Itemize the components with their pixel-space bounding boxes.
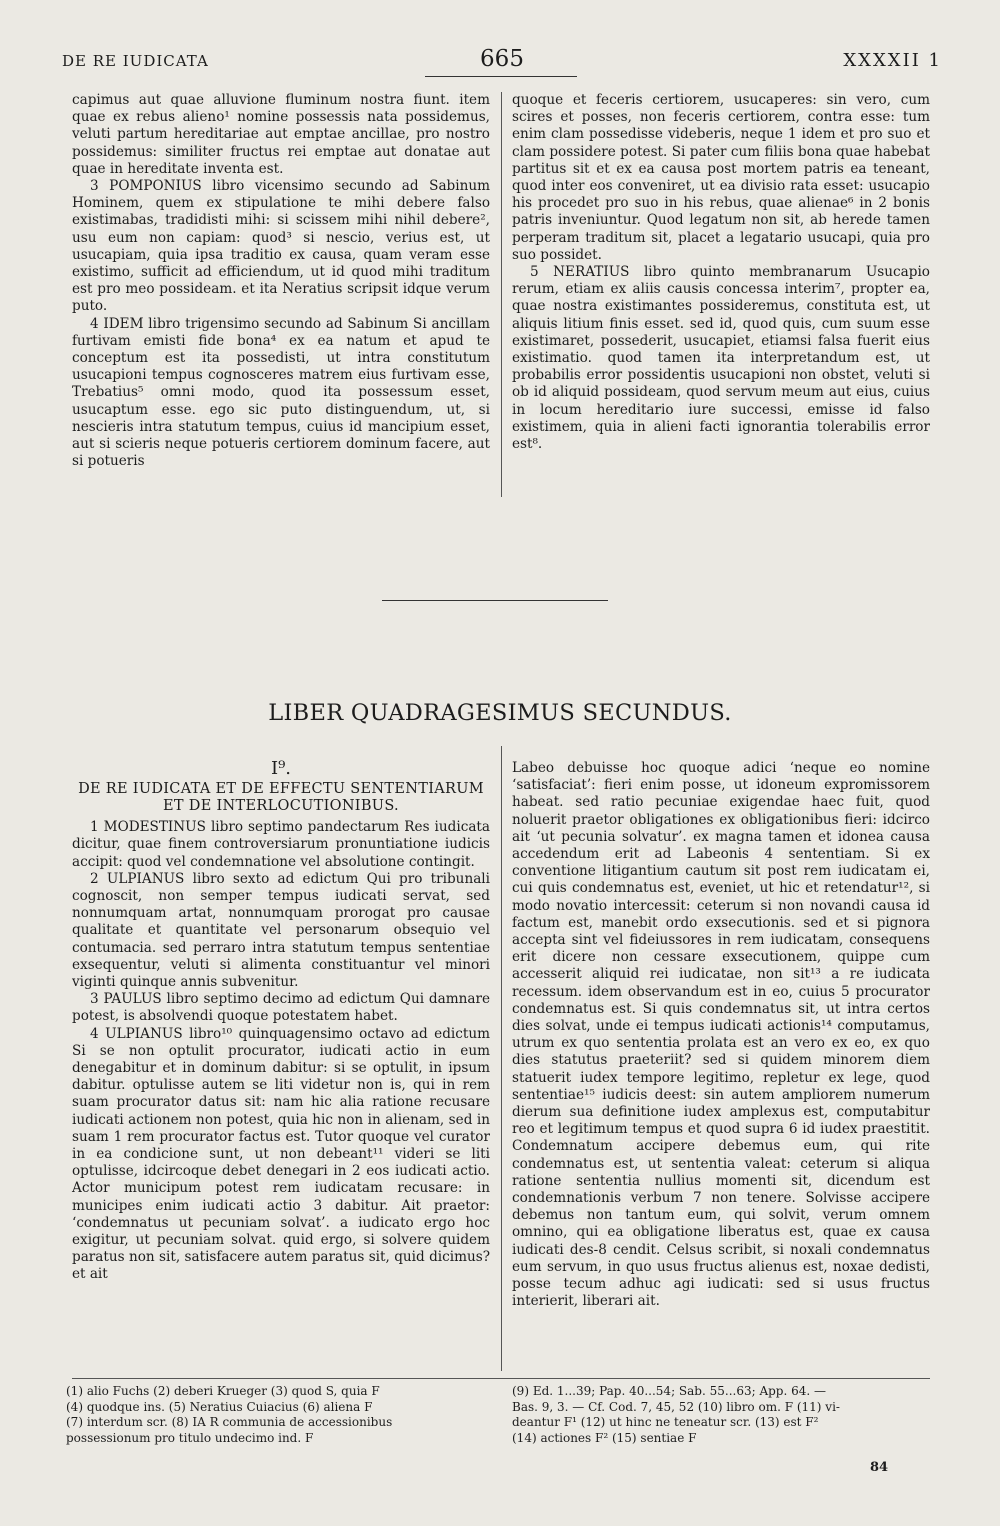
- text-column-top-left: [72, 92, 490, 470]
- page-number: 665: [480, 46, 524, 72]
- footnote-line: (9) Ed. 1...39; Pap. 40...54; Sab. 55...63; App. 64. —: [512, 1384, 827, 1398]
- footnote-line: (7) interdum scr. (8) IA R communia de accessionibus: [66, 1415, 393, 1429]
- paragraph: 4 IDEM libro trigensimo secundo ad Sabinum Si ancillam furtivam emisti fide bona⁴ ex ea natum et apud te conceptum est ita possedisti, ut intra constitutum usucapioni tempus cognosceres matrem eius furtivam esse, Trebatius⁵ omni modo, quod ita possessum esset, usucaptum esse. ego sic puto distinguendum, ut, si nescieris intra statutum tempus, cuius id mancipium esset, aut si scieris neque potueris certiorem dominum facere, aut si potueris: [72, 315, 490, 470]
- footnote-line: (1) alio Fuchs (2) deberi Krueger (3) quod S, quia F: [66, 1384, 380, 1398]
- footnotes-right: [512, 1384, 932, 1446]
- footnote-line: Bas. 9, 3. — Cf. Cod. 7, 45, 52 (10) libro om. F (11) vi-: [512, 1399, 840, 1414]
- text-column-bottom-right: [512, 760, 930, 1311]
- book-title-reference: XXXXII 1: [843, 50, 942, 71]
- footnote-line: (4) quodque ins. (5) Neratius Cuiacius (6) aliena F: [66, 1399, 373, 1414]
- text-column-top-right: [512, 92, 930, 453]
- paragraph: 2 ULPIANUS libro sexto ad edictum Qui pro tribunali cognoscit, non semper tempus iudicati servat, sed nonnumquam artat, nonnumquam prorogat pro causae qualitate et quantitate vel personarum obsequio vel contumacia. sed perraro intra statutum tempus sententiae exsequentur, veluti si alimenta constituantur vel minori viginti quinque annis subvenitur.: [72, 870, 490, 991]
- header-rule: [425, 76, 577, 77]
- signature-mark: 84: [870, 1460, 889, 1475]
- footnotes-left: [66, 1384, 496, 1446]
- paragraph: 3 PAULUS libro septimo decimo ad edictum Qui damnare potest, is absolvendi quoque potestatem habet.: [72, 991, 490, 1025]
- text-column-bottom-left: [72, 760, 490, 1284]
- footnote-line: (14) actiones F² (15) sentiae F: [512, 1430, 697, 1445]
- footnote-line: deantur F¹ (12) ut hinc ne teneatur scr. (13) est F²: [512, 1415, 819, 1429]
- book-title: LIBER QUADRAGESIMUS SECUNDUS.: [268, 700, 732, 726]
- column-divider-bottom: [501, 746, 502, 1371]
- paragraph: Labeo debuisse hoc quoque adici ‘neque eo nomine ‘satisfaciat’: fieri enim posse, ut idoneum expromissorem habeat. sed ratio pecuniae exigendae haec fuit, quod noluerit praetor obligationes ex obligationibus fieri: idcirco ait ‘ut pecunia solvatur’. ex magna tamen et idonea causa accedendum erit ad Labeonis 4 sententiam. Si ex conventione litigantium cautum sit post rem iudicatam ei, cui quis condemnatus est, eveniet, ut hic et retendatur¹², si modo novatio intercessit: ceterum si non novandi causa id factum est, manebit ordo exsecutionis. sed et si pignora accepta sint vel fideiussores in rem iudicatam, consequens erit dicere non cessare exsecutionem, quippe cum accesserit aliquid rei iudicatae, non sit¹³ a re iudicata recessum. idem observandum est in eo, cuius 5 procurator condemnatus est. Si quis condemnatus sit, ut intra certos dies solvat, unde ei tempus iudicati actionis¹⁴ computamus, utrum ex quo sententia prolata est an vero ex eo, ex quo dies statutus praeteriit? sed si quidem minorem diem statuerit iudex tempore legitimo, repletur ex lege, quod sententiae¹⁵ iudicis deest: sin autem ampliorem numerum dierum sua definitione iudex amplexus est, computabitur reo et legitimum tempus et quod supra 6 id iudex praestitit. Condemnatum accipere debemus eum, qui rite condemnatus est, ut sententia valeat: ceterum si aliqua ratione sententia nullius momenti sit, dicendum est condemnationis verbum 7 non tenere. Solvisse accipere debemus non tantum eum, qui solvit, verum omnem omnino, qui ea obligatione liberatus est, quae ex causa iudicati des-8 cendit. Celsus scribit, si noxali condemnatus eum servum, in quo usus fructus alienus est, noxae dedisti, posse tecum adhuc agi iudicati: sed si usus fructus interierit, liberari ait.: [512, 760, 930, 1310]
- paragraph: quoque et feceris certiorem, usucaperes: sin vero, cum scires et posses, non feceris certiorem, contra esse: tum enim clam possedisse videberis, neque 1 idem et pro suo et clam possidere potest. Si pater cum filiis bona quae habebat partitus sit et ex ea causa post mortem patris ea teneant, quod inter eos conveniret, ut ea divisio rata esset: usucapio his procedet pro suo in his rebus, quae alienae⁶ in 2 bonis patris inveniuntur. Quod legatum non sit, ab herede tamen perperam traditum sit, placet a legatario usucapi, quia pro suo possidet.: [512, 92, 930, 263]
- paragraph: capimus aut quae alluvione fluminum nostra fiunt. item quae ex rebus alieno¹ nomine possessis nata possidemus, veluti partum hereditariae aut emptae ancillae, pro nostro possidemus: similiter fructus rei emptae aut donatae aut quae in hereditate inventa est.: [72, 92, 490, 177]
- footnote-rule: [72, 1378, 930, 1379]
- column-divider-top: [501, 92, 502, 497]
- footnote-line: possessionum pro titulo undecimo ind. F: [66, 1430, 314, 1445]
- section-rule: [382, 600, 608, 601]
- paragraph: 1 MODESTINUS libro septimo pandectarum Res iudicata dicitur, quae finem controversiarum pronuntiatione iudicis accipit: quod vel condemnatione vel absolutione contingit.: [72, 819, 490, 870]
- title-heading: DE RE IUDICATA ET DE EFFECTU SENTENTIARUM ET DE INTERLOCUTIONIBUS.: [78, 781, 484, 815]
- running-head: [62, 48, 942, 78]
- title-number: I⁹.: [270, 758, 292, 779]
- paragraph: 3 POMPONIUS libro vicensimo secundo ad Sabinum Hominem, quem ex stipulatione te mihi debere falso existimabas, tradidisti mihi: si scissem mihi nihil debere², usu eum non capiam: quod³ si nescio, verius est, ut usucapiam, quia ipsa traditio ex causa, quam veram esse existimo, sufficit ad efficiendum, ut id quod mihi traditum est pro meo possideam. et ita Neratius scripsit idque verum puto.: [72, 178, 490, 315]
- paragraph: 4 ULPIANUS libro¹⁰ quinquagensimo octavo ad edictum Si se non optulit procurator, iudicati actio in eum denegabitur et in dominum dabitur: si se optulit, in ipsum dabitur. optulisse autem se liti videtur non is, qui in rem suam procurator datus sit: nam hic alia ratione recusare iudicati actionem non potest, quia hic non in alienam, sed in suam 1 rem procurator factus est. Tutor quoque vel curator in ea condicione sunt, ut non debeant¹¹ videri se liti optulisse, idcircoque debet denegari in 2 eos iudicati actio. Actor municipum potest rem iudicatam recusare: in municipes enim iudicati actio 3 dabitur. Ait praetor: ‘condemnatus ut pecuniam solvat’. a iudicato ergo hoc exigitur, ut pecuniam solvat. quid ergo, si solvere quidem paratus non sit, satisfacere autem paratus sit, quid dicimus? et ait: [72, 1025, 490, 1283]
- running-head-title: DE RE IUDICATA: [62, 52, 209, 70]
- paragraph: 5 NERATIUS libro quinto membranarum Usucapio rerum, etiam ex aliis causis concessa interim⁷, propter ea, quae nostra existimantes possideremus, constituta est, ut aliquis litium finis esset. sed id, quod quis, cum suum esse existimaret, possederit, usucapiet, etiamsi falsa fuerit eius existimatio. quod tamen ita interpretandum est, ut probabilis error possidentis usucapioni non obstet, veluti si ob id aliquid possideam, quod servum meum aut eius, cuius in locum hereditario iure successi, emisse id falso existimem, quia in alieni facti ignorantia tolerabilis error est⁸.: [512, 264, 930, 453]
